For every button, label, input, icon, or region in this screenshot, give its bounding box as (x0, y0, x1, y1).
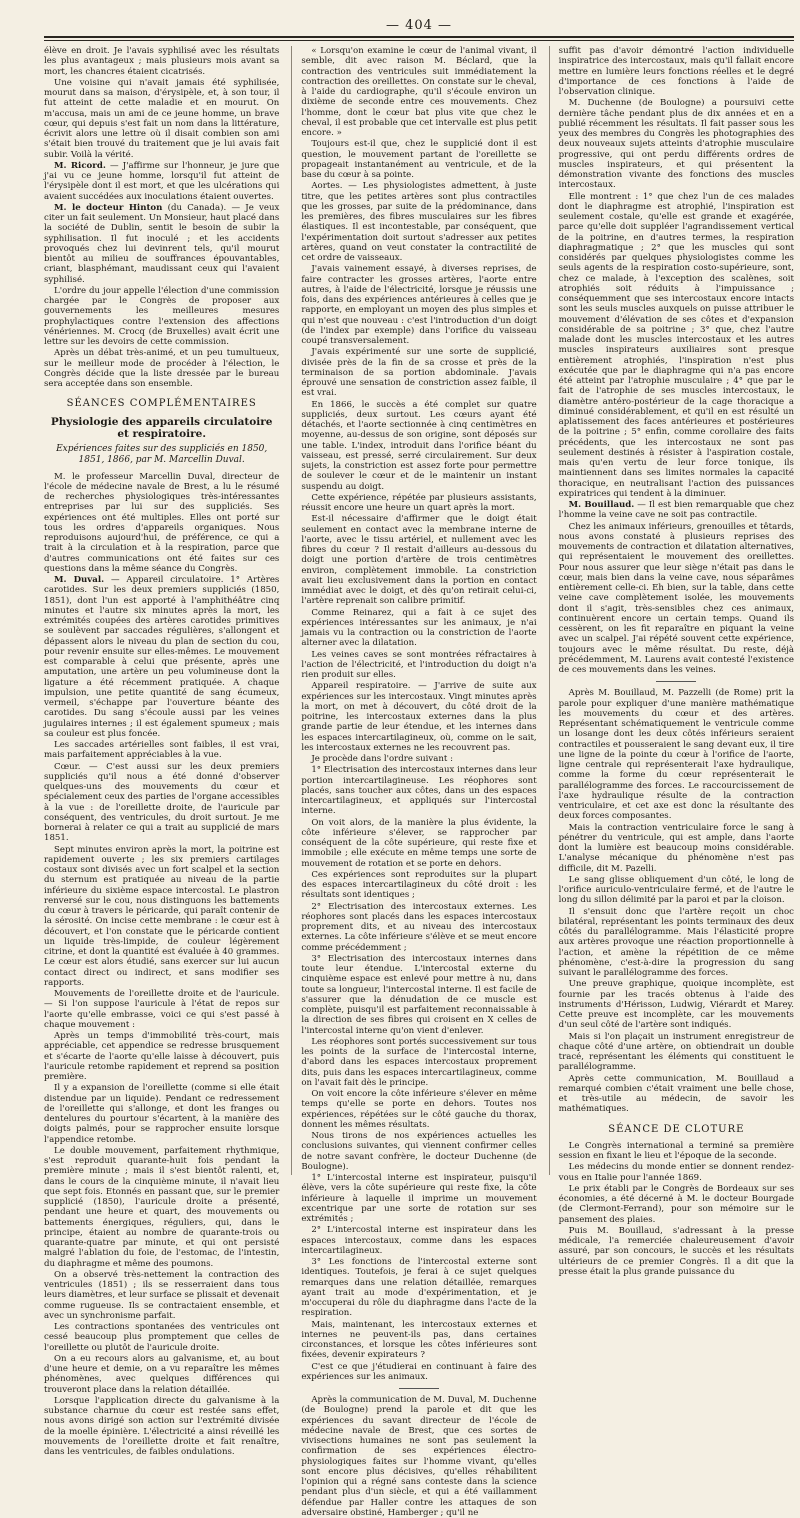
paragraph: Cette expérience, répétée par plusieurs assistants, réussit encore une heure un quart après la mort. (301, 492, 537, 513)
paragraph: Les veines caves se sont montrées réfractaires à l'action de l'électricité, et l'introduction du doigt n'a rien produit sur elles. (301, 649, 537, 680)
paragraph: Une voisine qui n'avait jamais été syphilisée, mourut dans sa maison, d'érysipèle, et, à son tour, il fut atteint de cette maladie et en mourut. On m'accusa, mais un ami de ce jeune homme, un brave cœur, qui depuis s'est fait un nom dans la littérature, écrivit alors une lettre où il disait combien son ami s'était bien trouvé du traitement que je lui avais fait subir. Voilà la vérité. (44, 77, 280, 160)
columns (44, 46, 794, 1518)
paragraph: L'ordre du jour appelle l'élection d'une commission chargée par le Congrès de proposer aux gouvernements les meilleures mesures prophylactiques contre l'extension des affections vénériennes. M. Crocq (de Bruxelles) avait écrit une lettre sur les devoirs de cette commission. (44, 285, 280, 347)
paragraph: Après M. Bouillaud, M. Pazzelli (de Rome) prit la parole pour expliquer d'une manière mathématique les mouvements du cœur et des artères. Représentant schématiquement le ventricule comme un losange dont les deux côtés inférieurs seraient contractiles et pousseraient le sang devant eux, il tire une ligne de la pointe du cœur à l'orifice de l'aorte, ligne centrale qui représenterait l'axe hydraulique, comme la forme du cœur représenterait le parallélogramme des forces. Le raccourcissement de l'axe hydraulique résulte de la contraction ventriculaire, et cet axe est donc la résultante des deux forces composantes. (558, 688, 794, 822)
column-1 (44, 46, 280, 1457)
paragraph: Cœur. — C'est aussi sur les deux premiers suppliciés qu'il nous a été donné d'observer quelques-uns des mouvements du cœur et spécialement ceux des parties de l'organe accessibles à la vue : de l'oreillette droite, de l'auricule par conséquent, des ventricules, du droit surtout. Je me bornerai à relater ce qui a trait au supplicié de mars 1851. (44, 761, 280, 844)
divider (656, 681, 696, 682)
paragraph: C'est ce que j'étudierai en continuant à faire des expériences sur les animaux. (301, 1361, 537, 1382)
paragraph: Appareil respiratoire. — J'arrive de suite aux expériences sur les intercostaux. Vingt minutes après la mort, on met à découvert, du côté droit de la poitrine, les intercostaux externes dans la plus grande partie de leur étendue, et les internes dans les espaces intercartilagineux, où, comme on le sait, les intercostaux externes ne les recouvrent pas. (301, 681, 537, 753)
paragraph: Les contractions spontanées des ventricules ont cessé beaucoup plus promptement que celles de l'oreillette ou plutôt de l'auricule droite. (44, 1322, 280, 1353)
paragraph (44, 575, 279, 739)
article-subtitle: Expériences faites sur des suppliciés en 1850, 1851, 1866, par M. Marcellin Duval. (56, 443, 268, 465)
section-heading: SÉANCES COMPLÉMENTAIRES (66, 398, 257, 410)
article-title: Physiologie des appareils circulatoire et respiratoire. (50, 415, 273, 440)
paragraph: Le Congrès international a terminé sa première session en fixant le lieu et l'époque de la seconde. (558, 1140, 794, 1161)
paragraph: 2° L'intercostal interne est inspirateur dans les espaces intercostaux, comme dans les espaces intercartilagineux. (301, 1225, 537, 1256)
speaker-name: M. Bouillaud. (568, 500, 635, 510)
paragraph: Il s'ensuit donc que l'artère reçoit un choc bilatéral, représentant les points terminaux des deux côtés du parallélogramme. Mais l'élasticité propre aux artères provoque une réaction proportionnelle à l'action, et amène la répétition de ce même phénomène, c'est-à-dire la progression du sang suivant le parallélogramme des forces. (558, 906, 794, 978)
page-number: — 404 — (385, 17, 453, 33)
column-2 (291, 46, 537, 1518)
paragraph: En 1866, le succès a été complet sur quatre suppliciés, deux surtout. Les cœurs ayant été détachés, et l'aorte sectionnée à cinq centimètres en moyenne, au-dessus de son origine, sont déposés sur une table. L'index, introduit dans l'orifice béant du vaisseau, est pressé, serré circulairement. Sur deux sujets, la constriction est assez forte pour permettre de soulever le cœur et de le maintenir un instant suspendu au doigt. (301, 399, 537, 492)
paragraph: 1° L'intercostal interne est inspirateur, puisqu'il élève, vers la côte supérieure qui reste fixe, la côte inférieure à laquelle il imprime un mouvement excentrique par une sorte de rotation sur ses extrémités ; (301, 1173, 537, 1224)
speaker-name: M. Duval. (54, 575, 105, 585)
paragraph: M. Duchenne (de Boulogne) a poursuivi cette dernière tâche pendant plus de dix années et en a publié récemment les résultats. Il fait passer sous les yeux des membres du Congrès les photographies des deux nouveaux sujets atteints d'atrophie musculaire progressive, qui ont perdu différents ordres de muscles inspirateurs, et qui présentent la démonstration vivante des fonctions des muscles intercostaux. (558, 98, 794, 191)
paragraph-text: (du Canada). — Je veux citer un fait seulement. Un Monsieur, haut placé dans la société de Dublin, sentit le besoin de subir la syphilisation. Il fut inoculé ; et les accidents provoqués chez lui devinrent tels, qu'il mourut bientôt au milieu de souffrances épouvantables, criant, blasphémant, maudissant ceux qui l'avaient syphilisé. (44, 202, 280, 285)
paragraph: élève en droit. Je l'avais syphilisé avec les résultats les plus avantageux ; mais plusieurs mois avant sa mort, les chancres étaient cicatrisés. (44, 46, 280, 77)
paragraph: J'avais vainement essayé, à diverses reprises, de faire contracter les grosses artères, l'aorte entre autres, à l'aide de l'électricité, lorsque je réussis une fois, dans des expériences antérieures à celles que je rapporte, en employant un moyen des plus simples et qui n'est que nouveau : c'est l'introduction d'un doigt (de l'index par exemple) dans l'orifice du vaisseau coupé transversalement. (301, 264, 537, 346)
paragraph: suffit pas d'avoir démontré l'action individuelle inspiratrice des intercostaux, mais qu'il fallait encore mettre en lumière leurs fonctions réelles et le degré d'importance de ces fonctions à l'aide de l'observation clinique. (558, 46, 794, 97)
paragraph: 2° Electrisation des intercostaux externes. Les réophores sont placés dans les espaces intercostaux proprement dits, et au niveau des intercostaux externes. La côte inférieure s'élève et se meut encore comme précédemment ; (301, 901, 537, 953)
paragraph: 3° Les fonctions de l'intercostal externe sont identiques. Toutefois, je ferai à ce sujet quelques remarques dans une relation détaillée, remarques ayant trait au mode d'expérimentation, et je m'occuperai du rôle du diaphragme dans l'acte de la respiration. (301, 1257, 537, 1319)
paragraph (44, 203, 279, 285)
speaker-name: M. Ricord. (54, 160, 106, 171)
paragraph: Comme Reinarez, qui a fait à ce sujet des expériences intéressantes sur les animaux, je n'ai jamais vu la contraction ou la constriction de l'aorte alterner avec la dilatation. (301, 607, 537, 649)
paragraph: On a observé très-nettement la contraction des ventricules (1851) ; ils se resserraient dans tous leurs diamètres, et leur surface se plissait et devenait comme rugueuse. Ils se contractaient ensemble, et avec un synchronisme parfait. (44, 1269, 280, 1321)
paragraph: Mouvements de l'oreillette droite et de l'auricule. — Si l'on suppose l'auricule à l'état de repos sur l'aorte qu'elle embrasse, voici ce qui s'est passé à chaque mouvement : (44, 989, 280, 1030)
paragraph: J'avais expérimenté sur une sorte de supplicié, divisée près de la fin de sa crosse et près de la terminaison de sa portion abdominale. J'avais éprouvé une sensation de constriction assez faible, il est vrai. (301, 347, 537, 399)
paragraph: Le double mouvement, parfaitement rhythmique, s'est reproduit quarante-huit fois pendant la première minute ; mais il s'est bientôt ralenti, et, dans le cours de la cinquième minute, il n'avait lieu que sept fois. Etonnés en passant que, sur le premier supplicié (1850), l'auricule droite a présenté, pendant une heure et quart, des mouvements ou battements énergiques, réguliers, qui, dans le principe, étaient au nombre de quarante-trois ou quarante-quatre par minute, et qui ont persisté malgré l'ablation du foie, de l'estomac, de l'intestin, du diaphragme et même des poumons. (44, 1145, 280, 1269)
paragraph: « Lorsqu'on examine le cœur de l'animal vivant, il semble, dit avec raison M. Béclard, que la contraction des ventricules suit immédiatement la contraction des oreillettes. On constate sur le cheval, à l'aide du cardiographe, qu'il s'écoule environ un dixième de seconde entre ces mouvements. Chez l'homme, dont le cœur bat plus vite que chez le cheval, il est probable que cet intervalle est plus petit encore. » (301, 46, 537, 138)
paragraph: On voit encore la côte inférieure s'élever en même temps qu'elle se porte en dehors. Toutes nos expériences, répétées sur le côté gauche du thorax, donnent les mêmes résultats. (301, 1089, 537, 1130)
speaker-name: M. le docteur Hinton (54, 202, 163, 213)
paragraph (559, 500, 794, 521)
paragraph: Mais la contraction ventriculaire force le sang à pénétrer du ventricule, qui est ample, dans l'aorte dont la lumière est beaucoup moins considérable. L'analyse mécanique du phénomène n'est pas difficile, dit M. Pazelli. (558, 822, 794, 874)
paragraph: Nous tirons de nos expériences actuelles les conclusions suivantes, qui viennent confirmer celles de notre savant confrère, le docteur Duchenne (de Boulogne). (301, 1131, 537, 1172)
paragraph: Je procède dans l'ordre suivant : (311, 754, 453, 764)
paragraph: Toujours est-il que, chez le supplicié dont il est question, le mouvement partant de l'oreillette se propageait instantanément au ventricule, et de la base du cœur à sa pointe. (301, 139, 537, 180)
paragraph: Elle montrent : 1° que chez l'un de ces malades dont le diaphragme est atrophié, l'inspiration est seulement costale, qu'elle est grande et exagérée, parce qu'elle doit suppléer l'agrandissement vertical de la poitrine, en d'autres termes, la respiration diaphragmatique ; 2° que les muscles qui sont considérés par quelques physiologistes comme les seuls agents de la respiration costo-supérieure, sont, chez ce malade, à l'exception des scalènes, soit atrophiés soit réduits à l'impuissance ; conséquemment que ses intercostaux encore intacts sont les seuls muscles auxquels on puisse attribuer le mouvement d'élévation de ses côtes et d'expansion considérable de sa poitrine ; 3° que, chez l'autre malade dont les muscles intercostaux et les autres muscles inspirateurs auxiliaires sont presque entièrement atrophiés, l'inspiration n'est plus exécutée que par le diaphragme qui n'a pas encore été atteint par l'atrophie musculaire ; 4° que par le fait de l'atrophie de ses muscles intercostaux, le diamètre antéro-postérieur de la cage thoracique a diminué considérablement, et qu'il en est résulté un aplatissement des faces antérieures et postérieures de la poitrine ; 5° enfin, comme corollaire des faits précédents, que les intercostaux ne sont pas seulement destinés à résister à l'aspiration costale, mais qu'en vertu de leur force tonique, ils maintiennent dans ses limites normales la capacité thoracique, en neutralisant l'action des puissances expiratrices qui tendent à la diminuer. (558, 191, 794, 499)
paragraph: M. le professeur Marcellin Duval, directeur de l'école de médecine navale de Brest, a lu le résumé de recherches physiologiques très-intéressantes entreprises par lui sur des suppliciés. Ses expériences ont été multiples. Elles ont porté sur tous les ordres d'appareils organiques. Nous reproduisons aujourd'hui, de préférence, ce qui a trait à la circulation et à la respiration, parce que d'autres communications ont été faites sur ces questions dans la même séance du Congrès. (44, 471, 280, 574)
paragraph: Mais si l'on plaçait un instrument enregistreur de chaque côté d'une artère, on obtiendrait un double tracé, représentant les éléments qui constituent le parallélogramme. (558, 1031, 794, 1073)
paragraph-text: — Appareil circulatoire. 1° Artères carotides. Sur les deux premiers suppliciés (1850, 1851), dont l'un est apporté à l'amphithéâtre cinq minutes et l'autre six minutes après la mort, les extrémités coupées des artères carotides primitives se soulèvent par saccades régulières, s'allongent et dépassent alors le niveau du plan de section du cou, pour revenir ensuite sur elles-mêmes. Le mouvement est comparable à celui que présente, après une amputation, une artère un peu volumineuse dont la ligature a été récemment pratiquée. A chaque impulsion, une petite quantité de sang écumeux, vermeil, s'échappe par l'ouverture béante des carotides. Du sang s'écoule aussi par les veines jugulaires internes ; il est également spumeux ; mais sa couleur est plus foncée. (44, 575, 280, 739)
paragraph (44, 161, 279, 202)
paragraph: Après un temps d'immobilité très-court, mais appréciable, cet appendice se redresse brusquement et s'écarte de l'aorte qu'elle laisse à découvert, puis l'auricule retombe rapidement et reprend sa position première. (44, 1031, 280, 1082)
paragraph: Sept minutes environ après la mort, la poitrine est rapidement ouverte ; les six premiers cartilages costaux sont divisés avec un fort scalpel et la section du sternum est pratiquée au niveau de la partie inférieure du sixième espace intercostal. Le plastron renversé sur le cou, nous distinguons les battements du cœur à travers le péricarde, qui paraît contenir de la sérosité. On incise cette membrane : le cœur est à découvert, et l'on constate que le péricarde contient un liquide très-limpide, de couleur légèrement citrine, et dont la quantité est évaluée à 40 grammes. Le cœur est alors étudié, sans exercer sur lui aucun contact direct ou indirect, et sans modifier ses rapports. (44, 844, 280, 988)
paragraph: Une preuve graphique, quoique incomplète, est fournie par les tracés obtenus à l'aide des instruments d'Hérisson, Ludwig, Viérardt et Marey. Cette preuve est incomplète, car les mouvements d'un seul côté de l'artère sont indiqués. (558, 979, 794, 1031)
paragraph: Il y a expansion de l'oreillette (comme si elle était distendue par un liquide). Pendant ce redressement de l'oreillette qui s'allonge, et dont les franges ou dentelures du pourtour s'écartent, à la manière des doigts palmés, pour se rapprocher ensuite lorsque l'appendice retombe. (44, 1083, 280, 1145)
paragraph: On a eu recours alors au galvanisme, et, au bout d'une heure et demie, on a vu reparaître les mêmes phénomènes, avec quelques différences qui trouveront place dans la relation détaillée. (44, 1353, 280, 1395)
page-header (44, 12, 794, 38)
paragraph: Chez les animaux inférieurs, grenouilles et têtards, nous avons constaté à plusieurs reprises des mouvements de contraction et dilatation alternatives, qui représentaient le mouvement des oreillettes. Pour nous assurer que leur siège n'était pas dans le cœur, mais bien dans la veine cave, nous séparâmes entièrement celle-ci. Eh bien, sur la table, dans cette veine cave complètement isolée, les mouvements dont il s'agit, très-sensibles chez ces animaux, continuèrent encore un certain temps. Quand ils cessèrent, on les fit reparaître en piquant la veine avec un scalpel. J'ai répété souvent cette expérience, toujours avec le même résultat. Du reste, déjà précédemment, M. Laurens avait contesté l'existence de ces mouvements dans les veines. (558, 521, 794, 675)
paragraph: Puis M. Bouillaud, s'adressant à la presse médicale, l'a remerciée chaleureusement d'avoir assuré, par son concours, le succès et les résultats ultérieurs de ce premier Congrès. Il a dit que la presse était la plus grande puissance du (558, 1225, 794, 1277)
paragraph: Après cette communication, M. Bouillaud a remarqué combien c'était vraiment une belle chose, et très-utile au médecin, de savoir les mathématiques. (558, 1073, 794, 1115)
paragraph: Après la communication de M. Duval, M. Duchenne (de Boulogne) prend la parole et dit que les expériences du savant directeur de l'école de médecine navale de Brest, que ces sortes de vivisections humaines ne sont pas seulement la confirmation de ses expériences électro-physiologiques faites sur l'homme vivant, qu'elles sont encore plus décisives, qu'elles réhabilitent l'opinion qui a régné sans conteste dans la science pendant plus d'un siècle, et qui a été vaillamment défendue par Haller contre les attaques de son adversaire obstiné, Hamberger ; qu'il ne (301, 1395, 537, 1518)
paragraph: Aortes. — Les physiologistes admettent, à juste titre, que les petites artères sont plus contractiles que les grosses, par suite de la prédominance, dans les premières, des fibres musculaires sur les fibres élastiques. Il est incontestable, par conséquent, que l'expérimentation doit surtout s'adresser aux petites artères, quand on veut constater la contractilité de cet ordre de vaisseaux. (301, 181, 537, 263)
column-3 (549, 46, 794, 1277)
paragraph: Lorsque l'application directe du galvanisme à la substance charnue du cœur est restée sans effet, nous avons dirigé son action sur l'extrémité divisée de la moelle épinière. L'électricité a ainsi réveillé les mouvements de l'oreillette droite et fait renaître, dans les ventricules, de faibles ondulations. (44, 1395, 280, 1457)
paragraph: On voit alors, de la manière la plus évidente, la côte inférieure s'élever, se rapprocher par conséquent de la côte supérieure, qui reste fixe et immobile ; elle exécute en même temps une sorte de mouvement de rotation et se porte en dehors. (301, 817, 537, 869)
header-rule-thin (44, 40, 794, 41)
paragraph-text: — J'affirme sur l'honneur, je jure que j'ai vu ce jeune homme, lorsqu'il fut atteint de l'érysipèle dont il est mort, et que les ulcérations qui avaient succédées aux inoculations étaient ouvertes. (44, 160, 280, 202)
paragraph-text: — Il est bien remarquable que chez l'homme la veine cave ne soit pas contractile. (558, 500, 794, 521)
header-rule (44, 36, 794, 38)
paragraph: Les réophores sont portés successivement sur tous les points de la surface de l'intercostal interne, d'abord dans les espaces intercostaux proprement dits, puis dans les espaces intercartilagineux, comme on l'avait fait dès le principe. (301, 1036, 537, 1088)
paragraph: Est-il nécessaire d'affirmer que le doigt était seulement en contact avec la membrane interne de l'aorte, avec le tissu artériel, et nullement avec les fibres du cœur ? Il restait d'ailleurs au-dessous du doigt une portion d'artère de trois centimètres environ, complètement immobile. La constriction avait lieu exclusivement dans la portion en contact immédiat avec le doigt, et dès qu'on retirait celui-ci, l'artère reprenait son calibre primitif. (301, 514, 537, 607)
paragraph: Les saccades artérielles sont faibles, il est vrai, mais parfaitement appréciables à la vue. (44, 740, 280, 761)
section-heading: SÉANCE DE CLOTURE (608, 1123, 745, 1135)
paragraph: 1° Electrisation des intercostaux internes dans leur portion intercartilagineuse. Les réophores sont placés, sans toucher aux côtes, dans un des espaces intercartilagineux, et appliqués sur l'intercostal interne. (301, 765, 537, 817)
paragraph: 3° Electrisation des intercostaux internes dans toute leur étendue. L'intercostal externe du cinquième espace est enlevé pour mettre à nu, dans toute sa longueur, l'intercostal interne. Il est facile de s'assurer que la dénudation de ce muscle est complète, puisqu'il est parfaitement reconnaissable à la direction de ses fibres qui croisent en X celles de l'intercostal interne qu'on vient d'enlever. (301, 953, 537, 1036)
paragraph: Les médecins du monde entier se donnent rendez-vous en Italie pour l'année 1869. (558, 1162, 794, 1183)
paragraph: Le prix établi par le Congrès de Bordeaux sur ses économies, a été décerné à M. le docteur Bourgade (de Clermont-Ferrand), pour son mémoire sur le pansement des plaies. (558, 1183, 794, 1225)
paragraph: Après un débat très-animé, et un peu tumultueux, sur le meilleur mode de procéder à l'élection, le Congrès décide que la liste dressée par le bureau sera acceptée dans son ensemble. (44, 348, 280, 389)
divider (399, 1388, 439, 1389)
paragraph: Mais, maintenant, les intercostaux externes et internes ne peuvent-ils pas, dans certaines circonstances, et lorsque les côtes inférieures sont fixées, devenir expirateurs ? (301, 1319, 537, 1361)
paragraph: Le sang glisse obliquement d'un côté, le long de l'orifice auriculo-ventriculaire fermé, et de l'autre le long du sillon délimité par la paroi et par la cloison. (558, 874, 794, 906)
paragraph: Ces expériences sont reproduites sur la plupart des espaces intercartilagineux du côté droit : les résultats sont identiques ; (301, 869, 537, 901)
